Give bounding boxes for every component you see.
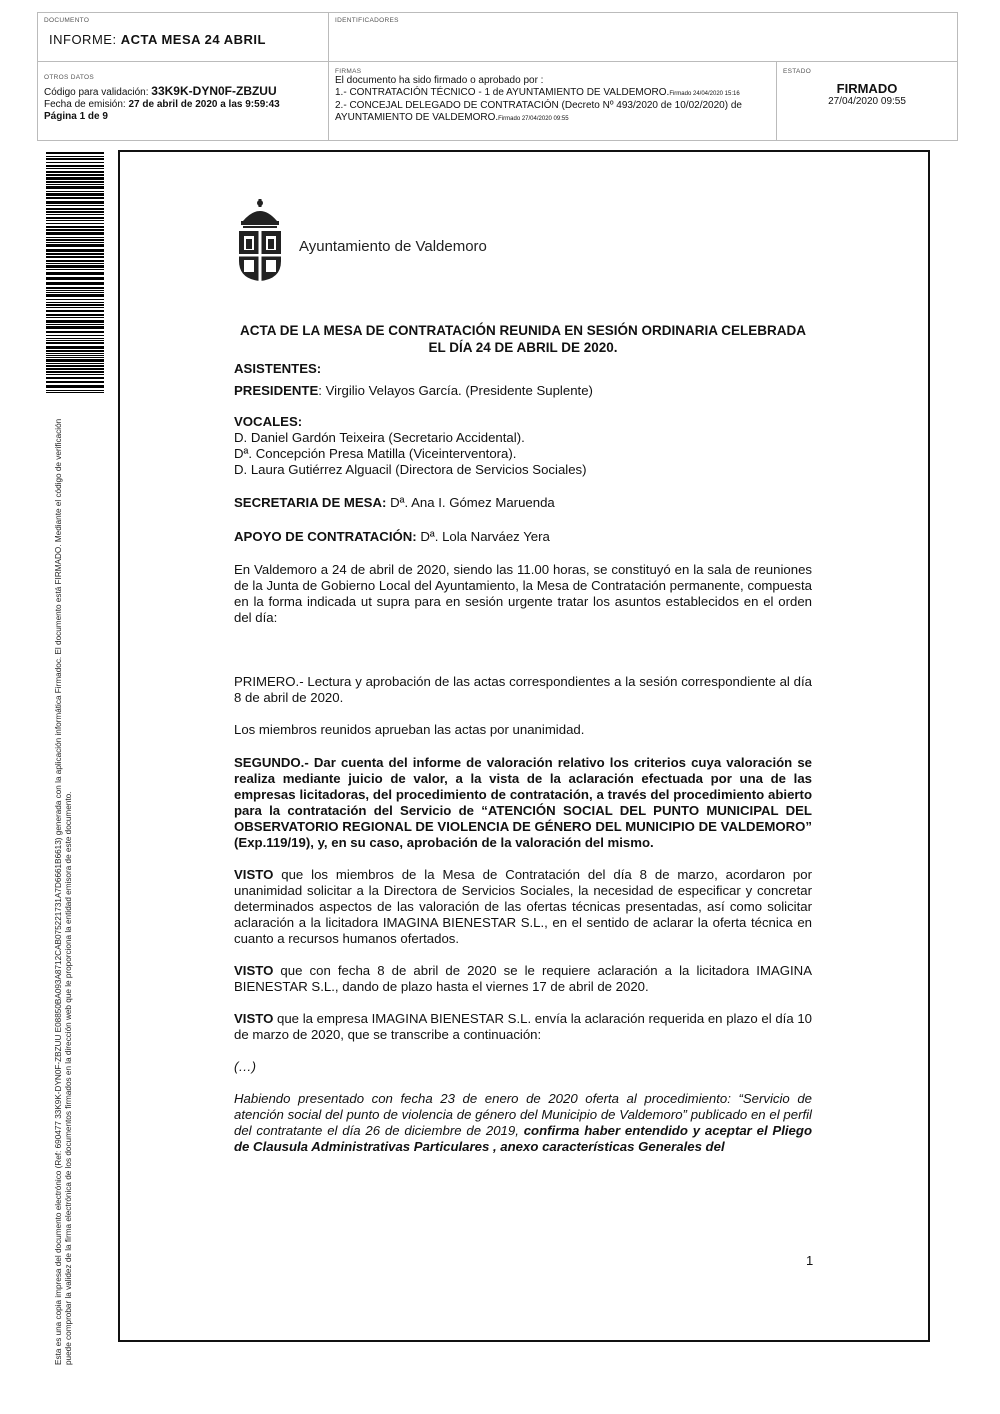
page-content <box>234 322 812 1155</box>
apoyo-label: APOYO DE CONTRATACIÓN: <box>234 529 417 544</box>
ellipsis: (…) <box>234 1059 256 1074</box>
firma-2 <box>335 100 770 125</box>
segundo-paragraph: SEGUNDO.- Dar cuenta del informe de valoración relativo los criterios cuya valoración se realiza mediante juicio de valor, a la vista de la aclaración efectuada por una de las empresas licitadoras, del procedimiento de contratación, a través del procedimiento abierto para la contratación del Servicio de “ATENCIÓN SOCIAL DEL PUNTO MUNICIPAL DEL OBSERVATORIO REGIONAL DE VIOLENCIA DE GÉNERO DEL MUNICIPIO DE VALDEMORO” (Exp.119/19), y, en su caso, aprobación de la valoración del mismo. <box>234 755 812 850</box>
codigo-label: Código para validación: <box>44 87 149 98</box>
identificadores-cell <box>329 13 957 62</box>
fecha-label: Fecha de emisión: <box>44 99 126 110</box>
documento-label: DOCUMENTO <box>44 17 90 24</box>
estado-value: FIRMADO <box>836 81 898 96</box>
firmas-cell <box>329 62 777 140</box>
firmas-intro: El documento ha sido firmado o aprobado por : <box>335 75 544 86</box>
firma-1 <box>335 87 770 100</box>
firma-2-text-b: AYUNTAMIENTO DE VALDEMORO. <box>335 112 499 123</box>
quote-text: Habiendo presentado con fecha 23 de enero de 2020 oferta al procedimiento: “Servicio de atención social del punto de violencia de género del Municipio de Valdemoro” publicado en el perfil del contratante el día 26 de diciembre de 2019, <box>234 1091 812 1138</box>
act-title-line-1: ACTA DE LA MESA DE CONTRATACIÓN REUNIDA EN SESIÓN ORDINARIA CELEBRADA <box>239 323 806 338</box>
asistentes-heading: ASISTENTES: <box>234 361 322 376</box>
otros-datos-cell <box>38 62 329 140</box>
secretaria-line <box>234 495 812 511</box>
visto-label-2: VISTO <box>234 963 274 978</box>
vocal-2: Dª. Concepción Presa Matilla (Viceinterventora). <box>234 446 517 461</box>
secretaria-value: Dª. Ana I. Gómez Maruenda <box>386 495 555 510</box>
vocal-1: D. Daniel Gardón Teixeira (Secretario Accidental). <box>234 430 525 445</box>
document-title <box>49 32 322 47</box>
visto-text-1: que los miembros de la Mesa de Contratación del día 8 de marzo, acordaron por unanimidad solicitar a la Directora de Servicios Sociales, la necesidad de especificar y concretar determinados aspectos de las valoración de las ofertas técnicas presentadas, así como solicitar aclaración a la licitadora IMAGINA BIENESTAR S.L., en el sentido de aclarar la oferta técnica en cuanto a recursos humanos ofertados. <box>234 867 812 946</box>
coat-of-arms-icon <box>235 199 285 283</box>
estado-date: 27/04/2020 09:55 <box>828 96 906 107</box>
documento-cell <box>38 13 329 62</box>
pagina-info: Página 1 de 9 <box>44 111 108 122</box>
quote-bold-text: confirma haber entendido y aceptar el Pliego de Clausula Administrativas Particulares , anexo características Generales del <box>234 1123 812 1154</box>
vocales-heading: VOCALES: <box>234 414 303 429</box>
organization-name: Ayuntamiento de Valdemoro <box>299 238 487 255</box>
apoyo-value: Dª. Lola Narváez Yera <box>416 529 550 544</box>
firmas-label: FIRMAS <box>335 68 362 75</box>
visto-paragraph-2 <box>234 963 812 995</box>
intro-paragraph: En Valdemoro a 24 de abril de 2020, siendo las 11.00 horas, se constituyó en la sala de reuniones de la Junta de Gobierno Local del Ayuntamiento, la Mesa de Contratación permanente, compuesta en la forma indicada ut supra para en sesión urgente tratar los asuntos establecidos en el orden del día: <box>234 562 812 625</box>
unanimidad-paragraph: Los miembros reunidos aprueban las actas por unanimidad. <box>234 722 585 737</box>
apoyo-line <box>234 529 812 545</box>
visto-label-1: VISTO <box>234 867 274 882</box>
visto-paragraph-3 <box>234 1011 812 1043</box>
presidente-label: PRESIDENTE <box>234 383 319 398</box>
codigo-value[interactable]: 33K9K-DYN0F-ZBZUU <box>151 84 277 98</box>
visto-text-3: que la empresa IMAGINA BIENESTAR S.L. envía la aclaración requerida en plazo el día 10 de marzo de 2020, que se transcribe a continuación: <box>234 1011 812 1042</box>
document-title-prefix: INFORME: <box>49 32 117 47</box>
codigo-validacion <box>44 85 322 99</box>
act-title-line-2: EL DÍA 24 DE ABRIL DE 2020. <box>428 340 618 355</box>
barcode-icon <box>46 152 104 394</box>
estado-cell <box>777 62 957 140</box>
firma-2-date: Firmado 27/04/2020 09:55 <box>498 116 569 122</box>
quote-paragraph <box>234 1091 812 1155</box>
primero-paragraph: PRIMERO.- Lectura y aprobación de las actas correspondientes a la sesión correspondiente al día 8 de abril de 2020. <box>234 674 812 705</box>
vertical-verification-note <box>54 385 74 1365</box>
firma-1-text: 1.- CONTRATACIÓN TÉCNICO - 1 de AYUNTAMIENTO DE VALDEMORO. <box>335 87 670 98</box>
visto-label-3: VISTO <box>234 1011 274 1026</box>
document-page <box>118 150 930 1342</box>
vocal-3: D. Laura Gutiérrez Alguacil (Directora de Servicios Sociales) <box>234 462 587 477</box>
document-header <box>37 12 958 141</box>
presidente-value: : Virgilio Velayos García. (Presidente Suplente) <box>318 383 593 398</box>
verification-line-2: puede comprobar la validez de la firma electrónica de los documentos firmados en la dirección web que le proporciona la entidad emisora de este documento. <box>64 791 73 1365</box>
presidente-line <box>234 383 812 399</box>
page-number: 1 <box>806 1253 814 1268</box>
estado-label: ESTADO <box>783 68 812 75</box>
visto-text-2: que con fecha 8 de abril de 2020 se le requiere aclaración a la licitadora IMAGINA BIENESTAR S.L., dando de plazo hasta el viernes 17 de abril de 2020. <box>234 963 812 994</box>
visto-paragraph-1 <box>234 867 812 947</box>
secretaria-label: SECRETARIA DE MESA: <box>234 495 387 510</box>
firma-2-text-a: 2.- CONCEJAL DELEGADO DE CONTRATACIÓN (Decreto Nº 493/2020 de 10/02/2020) de <box>335 100 742 111</box>
identificadores-label: IDENTIFICADORES <box>335 17 399 24</box>
firma-1-date: Firmado 24/04/2020 15:16 <box>669 91 740 97</box>
otros-datos-label: OTROS DATOS <box>44 74 95 81</box>
verification-line-1: Esta es una copia impresa del documento electrónico (Ref: 690477 33K9K-DYN0F-ZBZUU E08850BA093A8712CAB075221731A7D6661B6613) generada con la aplicación informática Firmadoc. El documento está FIRMADO. Mediante el código de verificación <box>54 418 63 1365</box>
fecha-emision <box>44 99 322 111</box>
fecha-value: 27 de abril de 2020 a las 9:59:43 <box>128 99 280 110</box>
document-title-value: ACTA MESA 24 ABRIL <box>120 32 266 47</box>
